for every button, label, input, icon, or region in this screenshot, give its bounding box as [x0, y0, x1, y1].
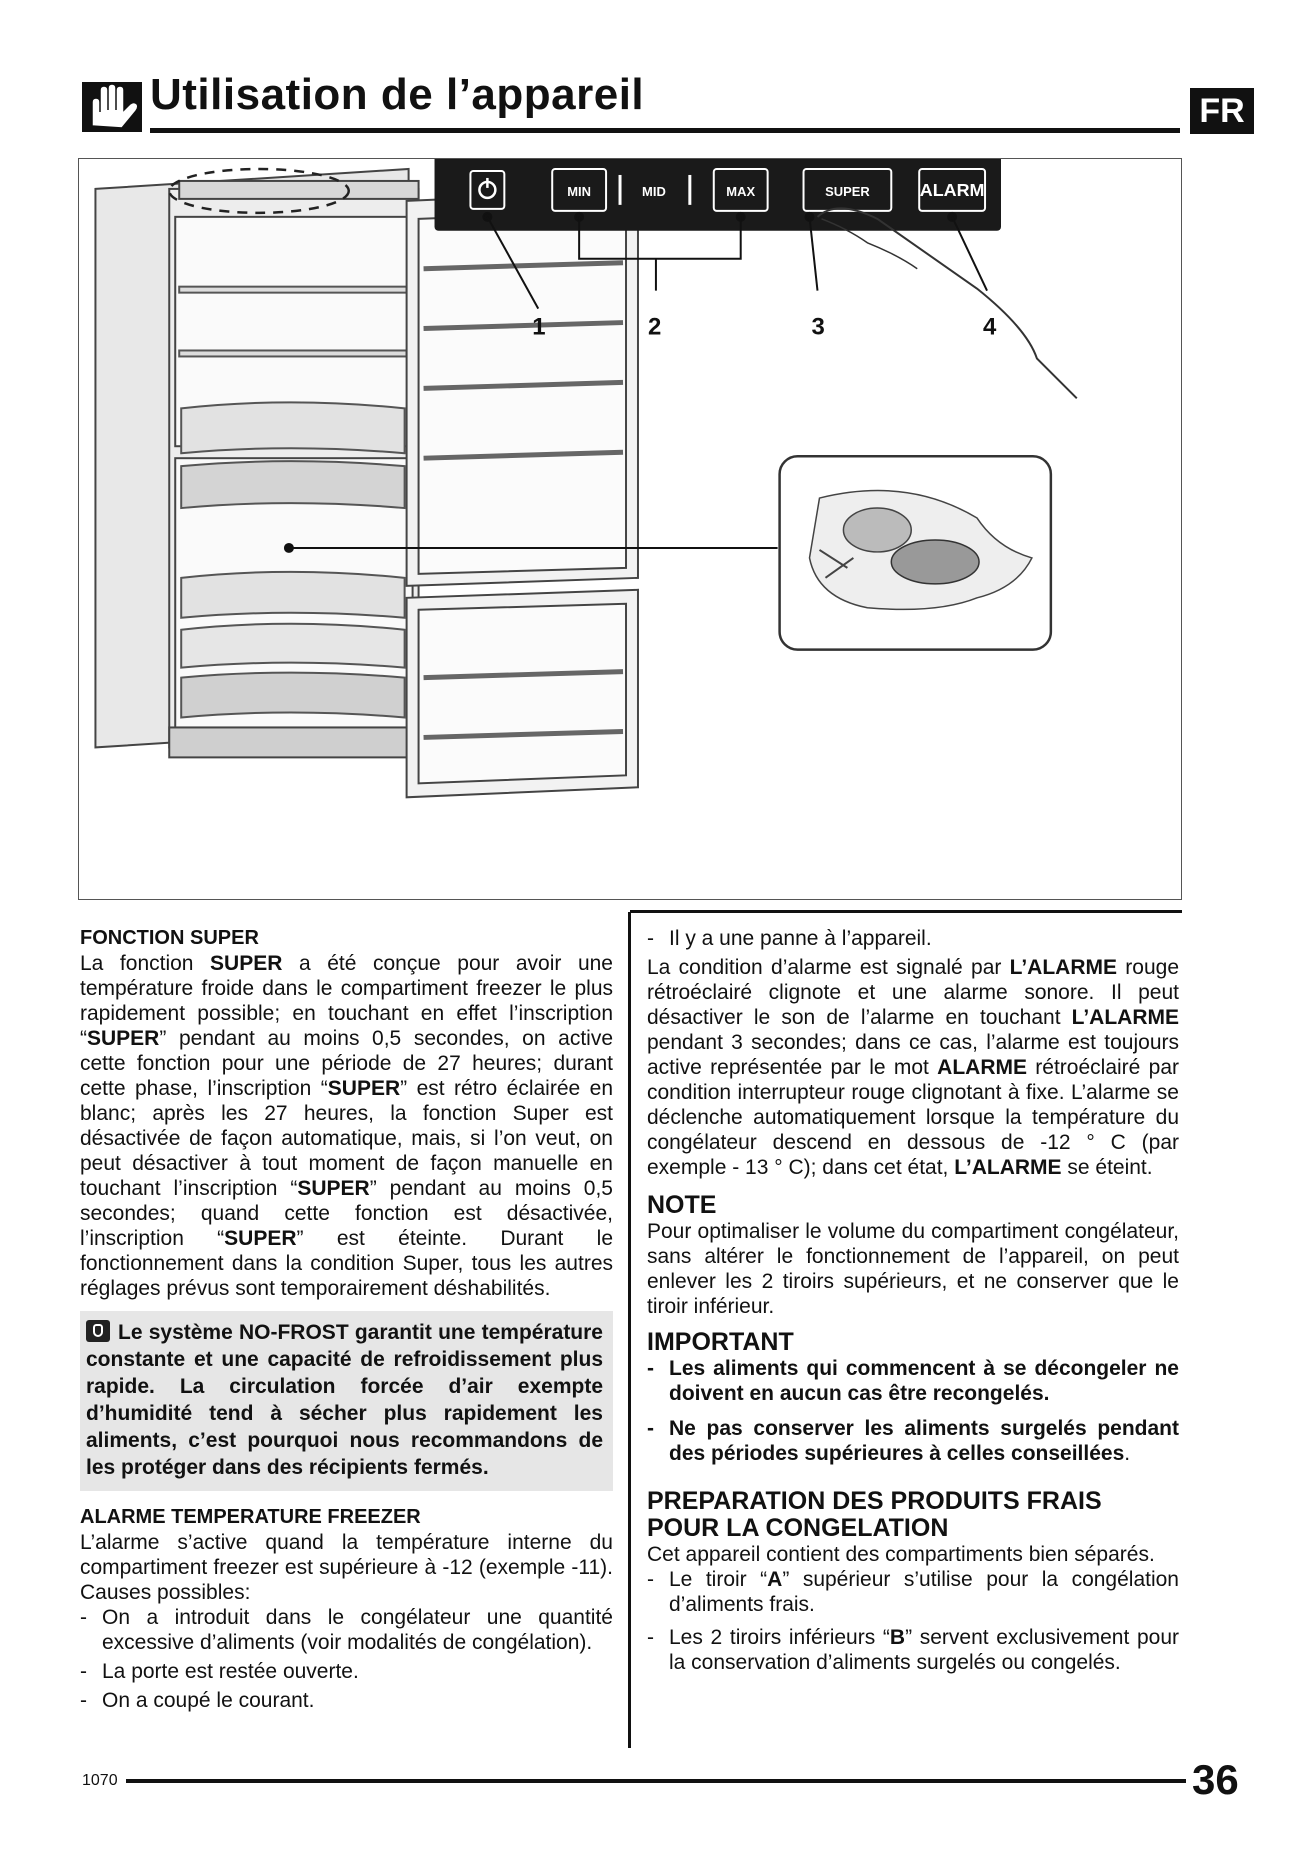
min-label: MIN — [567, 183, 592, 199]
callout-number: 4 — [983, 313, 997, 341]
super-paragraph: La fonction SUPER a été conçue pour avoir une température froide dans le compartiment freezer le plus rapidement possible; en touchant en effet l’inscription “SUPER” pendant au moins 0,5 secondes, on active cette fonction pour une période de 27 heures; durant cette phase, l’inscription “SUPER” est rétro éclairée en blanc; après les 27 heures, la fonction Super est désactivée de façon automatique, mais, si l’on veut, on peut désactiver à tout moment de façon manuelle en touchant l’inscription “SUPER” pendant au moins 0,5 secondes; quand cette fonction est désactivée, l’inscription “SUPER” est éteinte. Durant le fonctionnement dans la condition Super, tous les autres réglages prévus sont temporairement déshabilités. — [80, 952, 613, 1300]
super-label: SUPER — [825, 183, 870, 199]
note-heading: NOTE — [647, 1191, 717, 1219]
appliance-illustration — [78, 158, 1182, 900]
prep-paragraph: Cet appareil contient des compartiments bien séparés. — [647, 1543, 1155, 1566]
column-top-rule — [630, 910, 1182, 913]
footer-rule — [126, 1779, 1186, 1783]
left-column — [80, 926, 613, 1713]
hand-icon — [82, 76, 146, 134]
page-title: Utilisation de l’appareil — [150, 70, 645, 119]
nofrost-text: Le système NO-FROST garantit une température constante et une capacité de refroidissement plus rapide. La circulation forcée d’air exempte d’humidité tend à sécher plus rapidement les aliments, c’est pourquoi nous recommandons de les protéger dans des récipients fermés. — [86, 1321, 603, 1479]
alarm-paragraph: L’alarme s’active quand la température interne du compartiment freezer est supérieure à -12 (exemple -11). Causes possibles: — [80, 1531, 613, 1604]
note-paragraph: Pour optimaliser le volume du compartiment congélateur, sans altérer le fonctionnement de l’appareil, on peut enlever les 2 tiroirs supérieurs, et ne conserver que le tiroir inférieur. — [647, 1220, 1179, 1318]
frozen-food-inset — [780, 456, 1051, 649]
list-item: - Il y a une panne à l’appareil. — [647, 927, 932, 950]
list-item: - On a introduit dans le congélateur une quantité excessive d’aliments (voir modalités de congélation). — [80, 1606, 613, 1654]
list-item: - Les aliments qui commencent à se décongeler ne doivent en aucun cas être recongelés. — [647, 1357, 1179, 1405]
alarm-heading: ALARME TEMPERATURE FREEZER — [80, 1506, 421, 1528]
callout-number: 1 — [532, 313, 546, 341]
list-item: - Le tiroir “A” supérieur s’utilise pour la congélation d’aliments frais. — [647, 1568, 1179, 1616]
fridge-shelves — [179, 287, 406, 718]
list-item: - On a coupé le courant. — [80, 1689, 315, 1712]
list-item: - La porte est restée ouverte. — [80, 1660, 359, 1683]
max-label: MAX — [726, 183, 756, 199]
document-code: 1070 — [82, 1772, 118, 1789]
right-column — [647, 926, 1179, 1675]
list-item: - Ne pas conserver les aliments surgelés pendant des périodes supérieures à celles conseillées. — [647, 1417, 1179, 1465]
callout-number: 3 — [811, 313, 825, 341]
list-item: - Les 2 tiroirs inférieurs “B” servent exclusivement pour la conservation d’aliments surgelés ou congelés. — [647, 1626, 1179, 1674]
alarm-condition-paragraph: La condition d’alarme est signalé par L’ALARME rouge rétroéclairé clignote et une alarme sonore. Il peut désactiver le son de l’alarme en touchant L’ALARME pendant 3 secondes; dans ce cas, l’alarme est toujours active représentée par le mot ALARME rétroéclairé par condition interrupteur rouge clignotant à fixe. L’alarme se déclenche automatiquement lorsque la température du congélateur descend en dessous de -12 ° C (par exemple - 13 ° C); dans cet état, L’ALARME se éteint. — [647, 956, 1180, 1179]
hand-icon — [86, 1320, 110, 1342]
page-number: 36 — [1192, 1756, 1239, 1803]
mid-label: MID — [642, 183, 666, 199]
control-panel — [435, 159, 1001, 231]
alarm-label: ALARM — [919, 179, 985, 200]
language-badge: FR — [1190, 88, 1254, 134]
column-divider — [628, 912, 631, 1748]
fridge-diagram-svg — [79, 159, 1181, 899]
important-heading: IMPORTANT — [647, 1328, 794, 1356]
callout-number: 2 — [647, 313, 662, 341]
nofrost-note-box — [80, 1311, 613, 1491]
prep-heading: PREPARATION DES PRODUITS FRAIS POUR LA CONGELATION — [647, 1487, 1102, 1542]
finger-drawing — [817, 208, 1076, 398]
title-rule — [150, 128, 1180, 133]
super-heading: FONCTION SUPER — [80, 927, 259, 949]
open-doors — [407, 191, 638, 797]
